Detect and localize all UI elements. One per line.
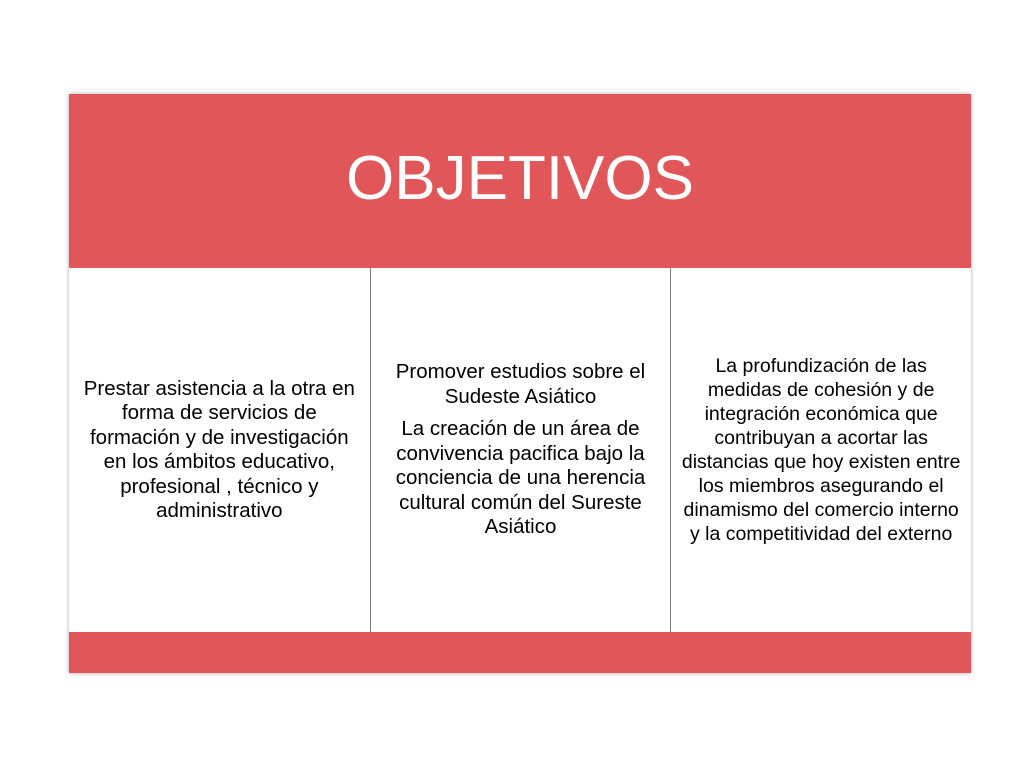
footer-band bbox=[69, 632, 971, 673]
objective-text: La profundización de las medidas de cohesión y de integración económica que contribuyan a acortar las distancias que hoy existen entre los miembros asegurando el dinamismo del comercio interno y la competitividad del externo bbox=[681, 355, 961, 545]
objective-text: Promover estudios sobre el Sudeste Asiático bbox=[395, 360, 646, 408]
objective-column-1 bbox=[69, 268, 370, 632]
objectives-columns bbox=[69, 268, 971, 632]
objective-column-2 bbox=[370, 268, 671, 632]
objectives-panel bbox=[69, 94, 971, 673]
slide-title: OBJETIVOS bbox=[346, 143, 694, 213]
objective-text: Prestar asistencia a la otra en forma de servicios de formación y de investigación en los ámbitos educativo, profesional , técnico y administrativo bbox=[83, 376, 355, 522]
objective-column-3 bbox=[670, 268, 971, 632]
header-band bbox=[69, 94, 971, 268]
objective-text: La creación de un área de convivencia pacifica bajo la conciencia de una herencia cultural común del Sureste Asiático bbox=[395, 417, 646, 539]
